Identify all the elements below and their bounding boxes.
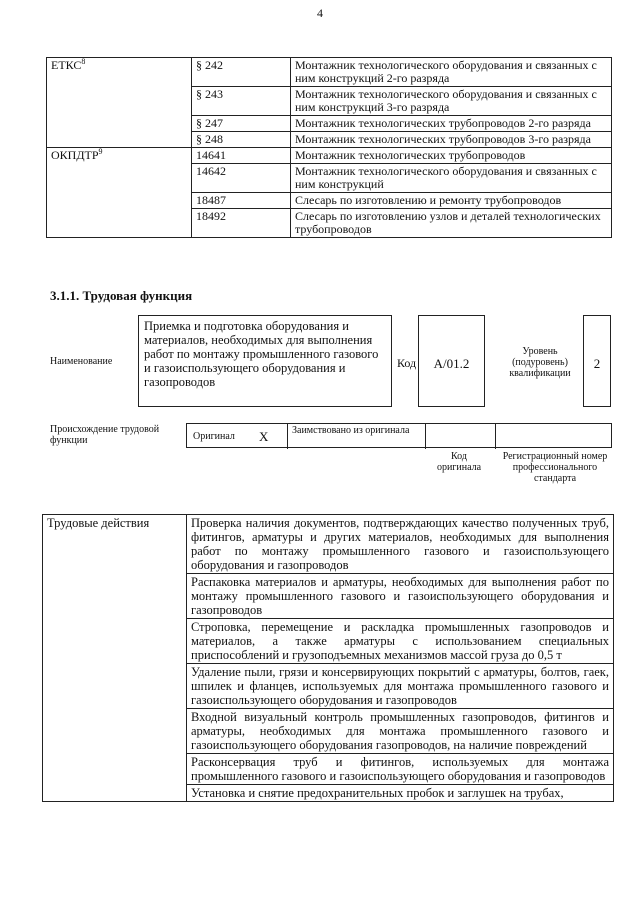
occupation-cell: Слесарь по изготовлению узлов и деталей технологических трубопроводов [291,209,612,238]
code-cell: § 248 [192,132,291,148]
labor-action-item: Распаковка материалов и арматуры, необходимых для выполнения работ по монтажу промышленного газового и газоиспользующего оборудования и газопроводов [187,574,614,619]
level-label: Уровень (подуровень) квалификации [509,346,571,379]
classifier-name: ОКПДТР [51,148,99,162]
original-code-caption: Код оригинала [436,451,482,473]
code-cell: § 247 [192,116,291,132]
footnote-ref: 8 [81,57,86,66]
function-code-box: A/01.2 [418,315,485,407]
function-name-box: Приемка и подготовка оборудования и материалов, необходимых для выполнения работ по монтажу промышленного газового и газоиспользующего оборудования и газопроводов [138,315,392,407]
labor-actions-label: Трудовые действия [43,515,187,802]
divider [287,424,288,449]
occupation-cell: Монтажник технологических трубопроводов 3-го разряда [291,132,612,148]
table-row [47,58,612,87]
occupation-cell: Монтажник технологических трубопроводов 2-го разряда [291,116,612,132]
origin-label: Происхождение трудовой функции [50,424,160,446]
code-cell: 18492 [192,209,291,238]
occupation-cell: Монтажник технологического оборудования и связанных с ним конструкций 2-го разряда [291,58,612,87]
labor-action-item: Установка и снятие предохранительных пробок и заглушек на трубах, [187,785,614,802]
footnote-ref: 9 [98,147,103,156]
borrowed-label: Заимствовано из оригинала [292,425,410,436]
classifier-cell [47,58,192,148]
occupation-cell: Слесарь по изготовлению и ремонту трубопроводов [291,193,612,209]
page-number: 4 [317,6,323,20]
original-label: Оригинал [193,431,235,442]
registration-number-caption: Регистрационный номер профессионального стандарта [502,451,608,484]
code-label: Код [397,356,417,370]
code-cell: § 243 [192,87,291,116]
classifier-codes-table [46,57,612,238]
labor-action-item: Строповка, перемещение и раскладка промышленных газопроводов и материалов, а также арматуры с использованием специальных приспособлений и грузоподъемных механизмов массой груза до 0,5 т [187,619,614,664]
code-cell: § 242 [192,58,291,87]
divider [425,424,426,449]
occupation-cell: Монтажник технологического оборудования и связанных с ним конструкций [291,164,612,193]
occupation-cell: Монтажник технологических трубопроводов [291,148,612,164]
labor-actions-table [42,514,614,802]
occupation-cell: Монтажник технологического оборудования и связанных с ним конструкций 3-го разряда [291,87,612,116]
original-mark: X [259,429,269,444]
labor-action-item: Расконсервация труб и фитингов, используемых для монтажа промышленного газового и газоиспользующего оборудования и газопроводов [187,754,614,785]
level-value-box: 2 [583,315,611,407]
classifier-cell [47,148,192,238]
labor-action-item: Входной визуальный контроль промышленных газопроводов, фитингов и арматуры, необходимых для монтажа промышленного газового и газоиспользующего оборудования газопроводов, на наличие повреждений [187,709,614,754]
section-title: 3.1.1. Трудовая функция [50,288,193,303]
code-cell: 14642 [192,164,291,193]
labor-action-item: Удаление пыли, грязи и консервирующих покрытий с арматуры, болтов, гаек, шпилек и фланцев, используемых для монтажа промышленного газового и газоиспользующего оборудования и газопроводов [187,664,614,709]
origin-table [186,423,612,448]
table-row [47,148,612,164]
code-cell: 14641 [192,148,291,164]
divider [495,424,496,449]
name-label: Наименование [50,356,113,367]
table-row [43,515,614,574]
code-cell: 18487 [192,193,291,209]
classifier-name: ЕТКС [51,58,82,72]
labor-action-item: Проверка наличия документов, подтверждающих качество полученных труб, фитингов, арматуры и других материалов, необходимых для выполнения работ по монтажу промышленного газового и газоиспользующего оборудования и газопроводов [187,515,614,574]
